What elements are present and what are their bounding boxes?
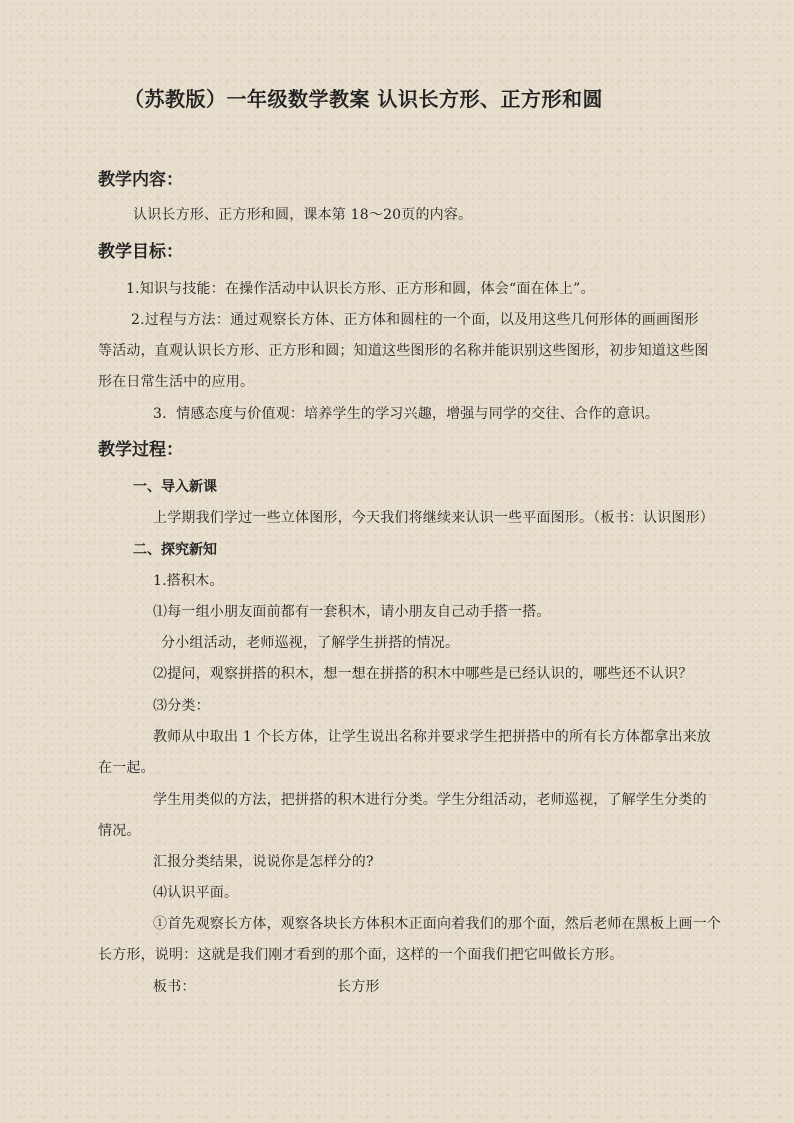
part-2-paragraph-10-line-2: 长方形，说明：这就是我们刚才看到的那个面，这样的一个面我们把它叫做长方形。 (98, 947, 624, 963)
part-1-heading: 一、导入新课 (133, 479, 217, 495)
document-title: （苏教版）一年级数学教案 认识长方形、正方形和圆 (124, 87, 603, 111)
part-2-paragraph-3: 分小组活动，老师巡视，了解学生拼搭的情况。 (161, 635, 460, 651)
part-1-text: 上学期我们学过一些立体图形，今天我们将继续来认识一些平面图形。（板书：认识图形） (153, 510, 714, 526)
goal-item-2-line-1: 2.过程与方法：通过观察长方体、正方体和圆柱的一个面，以及用这些几何形体的画画图形 (131, 312, 699, 328)
part-2-paragraph-2: ⑴每一组小朋友面前都有一套积木，请小朋友自己动手搭一搭。 (153, 604, 551, 620)
section-heading-content: 教学内容： (98, 170, 183, 190)
goal-item-2-line-2: 等活动，直观认识长方形、正方形和圆；知道这些图形的名称并能识别这些图形，初步知道这些图 (98, 343, 709, 359)
goal-item-2-line-3: 形在日常生活中的应用。 (98, 374, 255, 390)
part-2-paragraph-1: 1.搭积木。 (153, 573, 224, 589)
part-2-paragraph-5: ⑶分类： (153, 698, 210, 714)
part-2-paragraph-4: ⑵提问，观察拼搭的积木，想一想在拼搭的积木中哪些是已经认识的，哪些还不认识？ (153, 666, 693, 682)
part-2-paragraph-6-line-2: 在一起。 (98, 760, 155, 776)
part-2-paragraph-7-line-2: 情况。 (98, 823, 141, 839)
goal-item-1: 1.知识与技能：在操作活动中认识长方形、正方形和圆，体会“面在体上”。 (126, 281, 595, 297)
content-text: 认识长方形、正方形和圆，课本第 18～20页的内容。 (133, 207, 473, 223)
goal-item-3: 3．情感态度与价值观：培养学生的学习兴趣，增强与同学的交往、合作的意识。 (153, 406, 660, 422)
part-2-paragraph-6-line-1: 教师从中取出 1 个长方体，让学生说出名称并要求学生把拼搭中的所有长方体都拿出来放 (153, 729, 712, 745)
part-2-paragraph-9: ⑷认识平面。 (153, 885, 239, 901)
part-2-paragraph-8: 汇报分类结果，说说你是怎样分的? (153, 854, 374, 870)
section-heading-goals: 教学目标： (98, 242, 183, 262)
part-2-paragraph-10-line-1: ①首先观察长方体，观察各块长方体积木正面向着我们的那个面，然后老师在黑板上画一个 (153, 916, 721, 932)
blackboard-value: 长方形 (337, 979, 380, 995)
section-heading-process: 教学过程： (98, 440, 183, 460)
part-2-paragraph-7-line-1: 学生用类似的方法，把拼搭的积木进行分类。学生分组活动，老师巡视，了解学生分类的 (153, 792, 707, 808)
part-2-heading: 二、探究新知 (133, 542, 217, 558)
blackboard-label: 板书： (153, 979, 196, 995)
